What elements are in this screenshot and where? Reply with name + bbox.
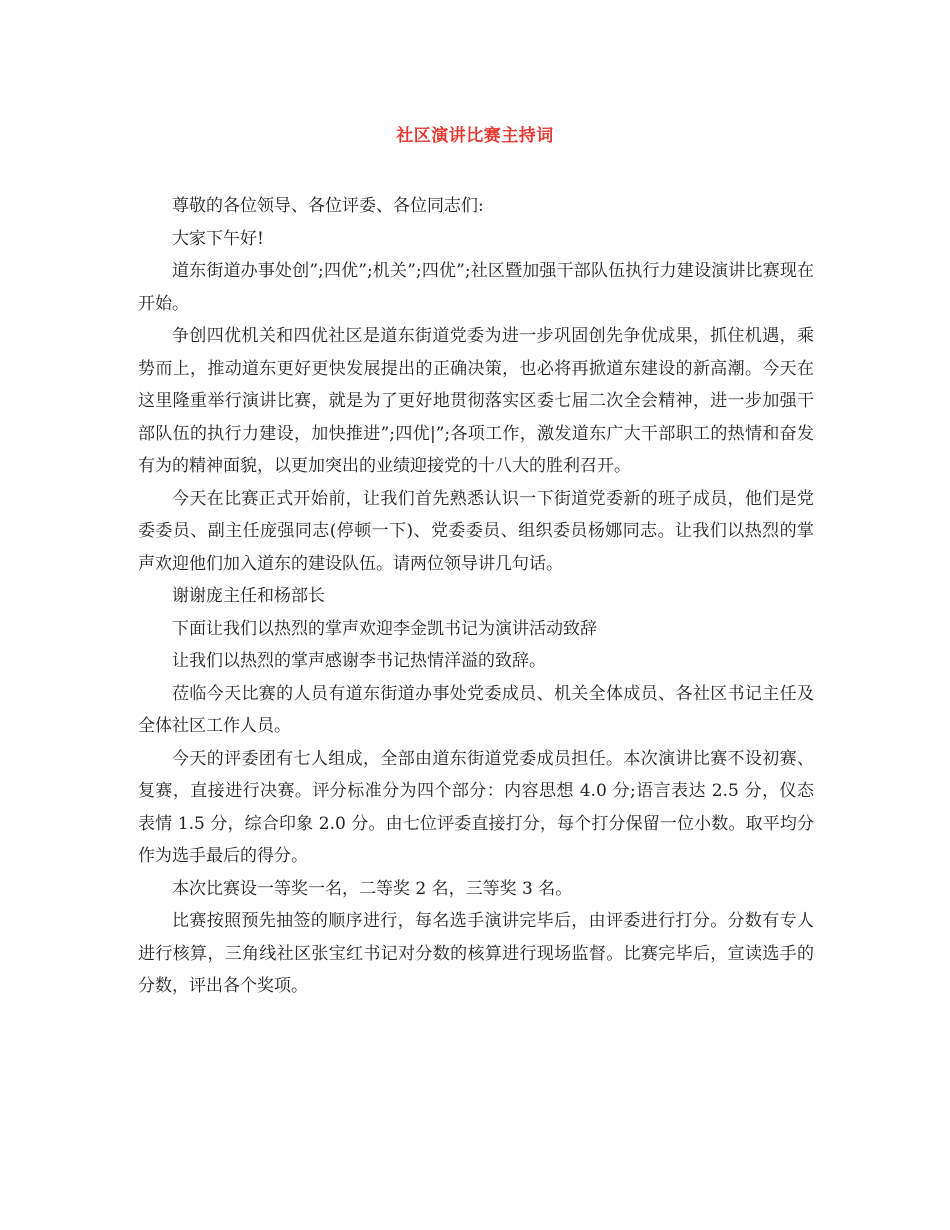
document-body (138, 190, 814, 1003)
paragraph-purpose: 争创四优机关和四优社区是道东街道党委为进一步巩固创先争优成果，抓住机遇，乘势而上，推动道东更好更快发展提出的正确决策，也必将再掀道东建设的新高潮。今天在这里隆重举行演讲比赛，就是为了更好地贯彻落实区委七届二次全会精神，进一步加强干部队伍的执行力建设，加快推进”;四优|”;各项工作，激发道东广大干部职工的热情和奋发有为的精神面貌，以更加突出的业绩迎接党的十八大的胜利召开。 (138, 326, 814, 476)
paragraph-good-afternoon: 大家下午好! (172, 228, 264, 249)
paragraph-thank-speech: 让我们以热烈的掌声感谢李书记热情洋溢的致辞。 (172, 651, 546, 671)
paragraph-welcome-speech: 下面让我们以热烈的掌声欢迎李金凯书记为演讲活动致辞 (172, 618, 597, 639)
paragraph-greeting: 尊敬的各位领导、各位评委、各位同志们: (172, 196, 484, 216)
paragraph-awards: 本次比赛设一等奖一名，二等奖 2 名，三等奖 3 名。 (172, 878, 573, 899)
paragraph-judges-scoring: 今天的评委团有七人组成，全部由道东街道党委成员担任。本次演讲比赛不设初赛、复赛，直接进行决赛。评分标准分为四个部分：内容思想 4.0 分;语言表达 2.5 分，仪态表情 1.5 分，综合印象 2.0 分。由七位评委直接打分，每个打分保留一位小数。取平均分作为选手最后的得分。 (138, 748, 814, 866)
document-title: 社区演讲比赛主持词 (396, 126, 554, 146)
paragraph-procedure: 比赛按照预先抽签的顺序进行，每名选手演讲完毕后，由评委进行打分。分数有专人进行核算，三角线社区张宝红书记对分数的核算进行现场监督。比赛完毕后，宣读选手的分数，评出各个奖项。 (138, 911, 814, 996)
paragraph-thanks: 谢谢庞主任和杨部长 (172, 586, 325, 606)
paragraph-new-members: 今天在比赛正式开始前，让我们首先熟悉认识一下街道党委新的班子成员，他们是党委委员、副主任庞强同志(停顿一下)、党委委员、组织委员杨娜同志。让我们以热烈的掌声欢迎他们加入道东的建设队伍。请两位领导讲几句话。 (138, 488, 814, 574)
paragraph-opening: 道东街道办事处创”;四优”;机关”;四优”;社区暨加强干部队伍执行力建设演讲比赛现在开始。 (138, 261, 814, 314)
paragraph-attendees: 莅临今天比赛的人员有道东街道办事处党委成员、机关全体成员、各社区书记主任及全体社区工作人员。 (138, 683, 814, 736)
